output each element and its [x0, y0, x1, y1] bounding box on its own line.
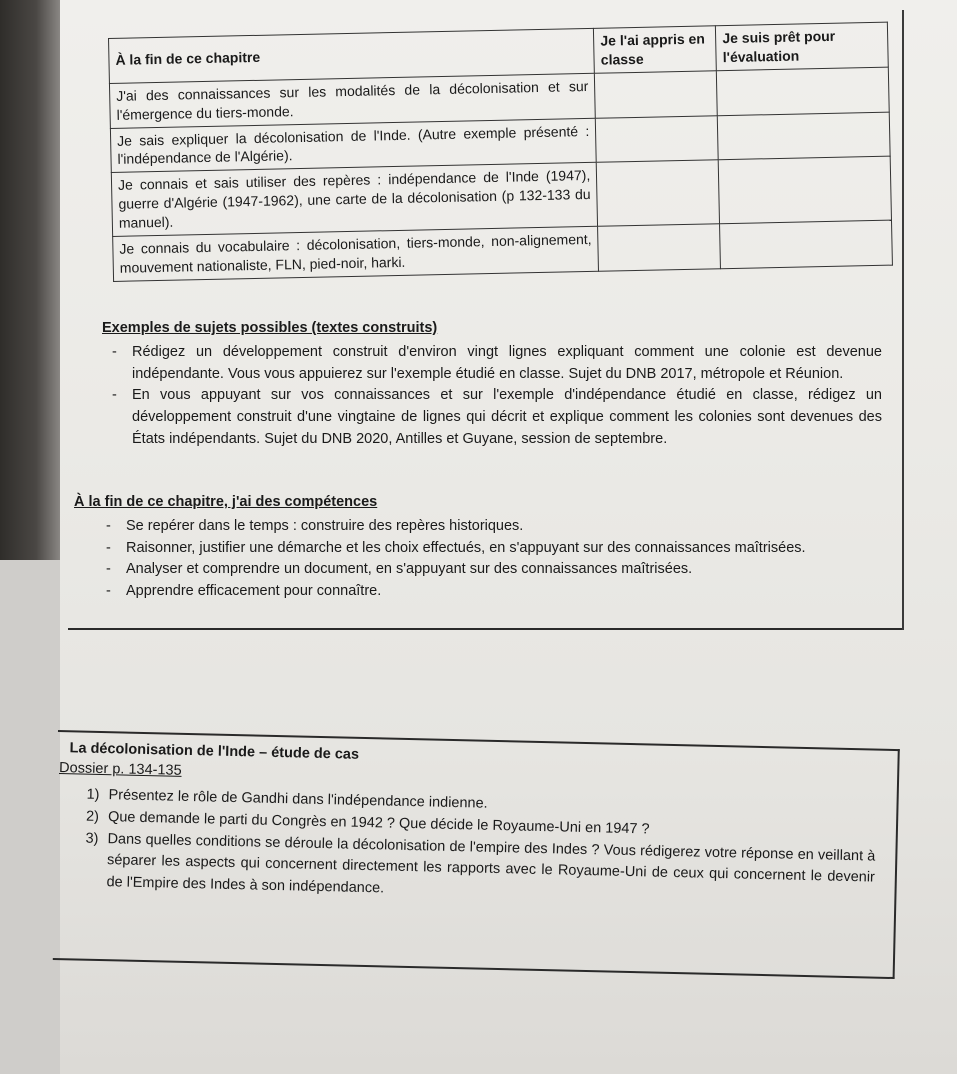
check-cell-ready[interactable] — [717, 67, 890, 115]
background-edge — [0, 0, 60, 560]
frame-right-border — [902, 10, 904, 630]
examples-title: Exemples de sujets possibles (textes construits) — [102, 320, 438, 336]
question-number: 1) — [86, 786, 100, 803]
check-cell-ready[interactable] — [720, 220, 893, 268]
case-study-dossier: Dossier p. 134-135 — [58, 760, 182, 779]
skills-section — [74, 492, 886, 603]
question-text: Présentez le rôle de Gandhi dans l'indépendance indienne. — [108, 787, 488, 812]
table-row-text: Je sais expliquer la décolonisation de l'Inde. (Autre exemple présenté : l'indépendance de l'Algérie). — [110, 118, 596, 173]
skills-title: À la fin de ce chapitre, j'ai des compétences — [74, 494, 378, 510]
examples-section — [102, 318, 882, 451]
list-item: - Raisonner, justifier une démarche et les choix effectués, en s'appuyant sur des connaissances maîtrisées. — [96, 538, 886, 560]
table-row-text: Je connais et sais utiliser des repères : indépendance de l'Inde (1947), guerre d'Algérie (1947-1962), une carte de la décolonisation (p 132-133 du manuel). — [111, 163, 597, 237]
check-cell-learned[interactable] — [598, 224, 721, 271]
examples-list — [102, 342, 882, 451]
divider-line — [68, 628, 904, 630]
list-item: - Rédigez un développement construit d'environ vingt lignes expliquant comment une colonie est devenue indépendante. Vous vous appuierez sur l'exemple étudié en classe. Sujet du DNB 2017, métropole et Réunion. — [102, 342, 882, 386]
table-row-text: J'ai des connaissances sur les modalités de la décolonisation et sur l'émergence du tiers-monde. — [109, 73, 595, 128]
header-chapter: À la fin de ce chapitre — [109, 28, 595, 83]
header-learned: Je l'ai appris en classe — [594, 26, 717, 73]
check-cell-ready[interactable] — [717, 112, 890, 160]
skills-list — [96, 516, 886, 603]
case-study-title: La décolonisation de l'Inde – étude de cas — [69, 740, 360, 763]
question-text: Dans quelles conditions se déroule la décolonisation de l'empire des Indes ? Vous rédigerez votre réponse en veillant à séparer les aspects qui concernent directement les rapports avec le Royaume-Uni de ceux qui concernent le devenir de l'Empire des Indes à son indépendance. — [106, 830, 876, 897]
table-row-text: Je connais du vocabulaire : décolonisation, tiers-monde, non-alignement, mouvement nationaliste, FLN, pied-noir, harki. — [113, 226, 599, 281]
list-item: - En vous appuyant sur vos connaissances et sur l'exemple d'indépendance étudié en classe, rédigez un développement construit d'une vingtaine de lignes qui décrit et explique comment les colonies sont devenues des États indépendants. Sujet du DNB 2020, Antilles et Guyane, session de septembre. — [102, 385, 882, 450]
check-cell-learned[interactable] — [596, 160, 719, 226]
list-item: - Analyser et comprendre un document, en s'appuyant sur des connaissances maîtrisées. — [96, 559, 886, 581]
check-cell-learned[interactable] — [596, 115, 719, 162]
case-study-box — [53, 730, 900, 979]
question-text: Que demande le parti du Congrès en 1942 ? Que décide le Royaume-Uni en 1947 ? — [107, 808, 650, 838]
question-number: 2) — [85, 808, 100, 825]
questions-list — [84, 785, 876, 912]
header-ready: Je suis prêt pour l'évaluation — [716, 22, 889, 70]
list-item: - Se repérer dans le temps : construire des repères historiques. — [96, 516, 886, 538]
question-number: 3) — [85, 830, 99, 847]
check-cell-learned[interactable] — [595, 71, 718, 118]
list-item: - Apprendre efficacement pour connaître. — [96, 581, 886, 603]
competency-table — [108, 22, 893, 282]
check-cell-ready[interactable] — [718, 156, 891, 223]
